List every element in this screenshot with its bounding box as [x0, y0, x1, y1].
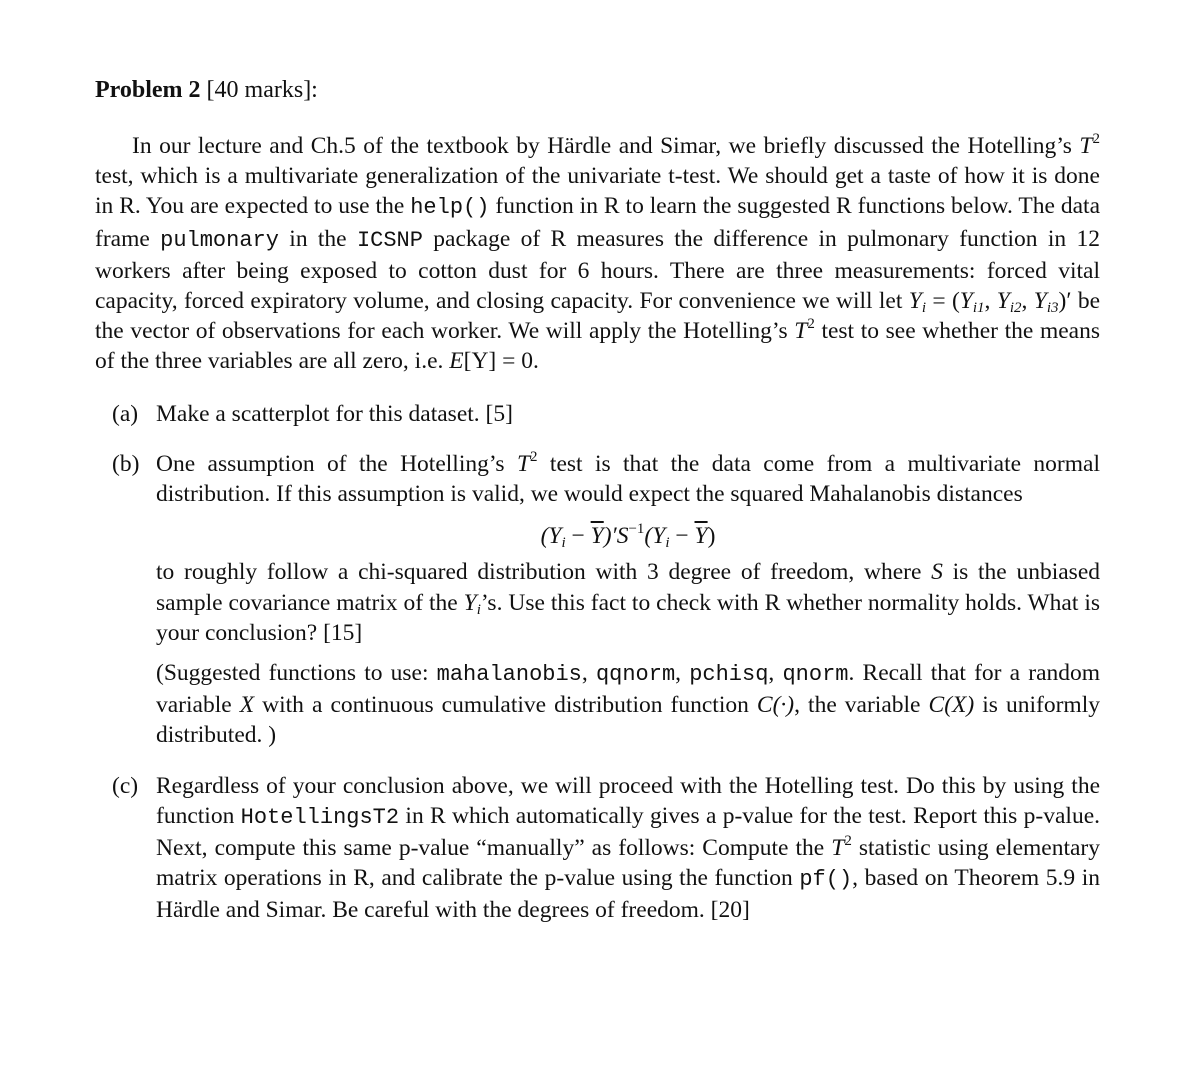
part-a-label: (a)	[112, 400, 139, 427]
fn-hotellingst2: HotellingsT2	[240, 804, 400, 830]
help-function: help()	[410, 195, 490, 221]
mahalanobis-formula: $(Y_i - \overline{Y})'S^{-1}(Y_i - \overline{Y})$	[540, 521, 716, 552]
part-b-text-2: to roughly follow a chi-squared distribution with 3 degree of freedom, where S is the unbiased sample covariance matrix of the $Y_i’s$. Use this fact to check with R whether normality holds. What is your conclusion? [15]	[156, 559, 1101, 646]
problem-page	[95, 72, 1100, 926]
part-a-text: Make a scatterplot for this dataset. [5]	[156, 400, 513, 427]
part-b-text: One assumption of the Hotelling’s $T^2$ test is that the data come from a multivariate normal distribution. If this assumption is valid, we would expect the squared Mahalanobis distances	[156, 448, 1100, 508]
fn-mahalanobis: mahalanobis	[436, 662, 582, 688]
intro-paragraph: In our lecture and Ch.5 of the textbook by Härdle and Simar, we briefly discussed the Hotelling’s $T^2$ test, which is a multivariate generalization of the univariate t-test. We should get a taste of how it is done in R. You are expected to use the help() function in R to learn the suggested R functions below. The data frame pulmonary in the ICSNP package of R measures the difference in pulmonary function in 12 workers after being exposed to cotton dust for 6 hours. There are three measurements: forced vital capacity, forced expiratory volume, and closing capacity. For convenience we will let $Y_i = (Y_{i1}$, $Y_{i2}$, $Y_{i3})'$ be the vector of observations for each worker. We will apply the Hotelling’s $T^2$ test to see whether the means of the three variables are all zero, i.e. E[Y] = 0.	[95, 131, 1100, 375]
dataset-name: pulmonary	[160, 227, 279, 253]
fn-qnorm: qnorm	[782, 662, 849, 688]
part-c-label: (c)	[112, 772, 139, 799]
fn-qqnorm: qqnorm	[595, 662, 676, 688]
part-c	[95, 771, 1100, 926]
part-b-label: (b)	[112, 450, 140, 477]
problem-title: Problem 2	[95, 77, 201, 103]
fn-pf: pf()	[799, 867, 853, 893]
package-name: ICSNP	[356, 227, 423, 253]
part-b-hint: (Suggested functions to use: mahalanobis, qqnorm, pchisq, qnorm. Recall that for a random variable X with a continuous cumulative distribution function C(·), the variable C(X) is uniformly distributed. )	[156, 660, 1101, 749]
part-a	[95, 399, 1100, 429]
fn-pchisq: pchisq	[689, 662, 769, 688]
problem-heading	[95, 72, 1100, 108]
part-b	[95, 449, 1100, 751]
part-c-text: Regardless of your conclusion above, we will proceed with the Hotelling test. Do this by using the function HotellingsT2 in R which automatically gives a p-value for the test. Report this p-value. Next, compute this same p-value “manually” as follows: Compute the $T^2$ statistic using elementary matrix operations in R, and calibrate the p-value using the function pf(), based on Theorem 5.9 in Härdle and Simar. Be careful with the degrees of freedom. [20]	[156, 772, 1100, 924]
problem-marks: [40 marks]:	[206, 77, 318, 103]
question-list	[95, 399, 1100, 926]
